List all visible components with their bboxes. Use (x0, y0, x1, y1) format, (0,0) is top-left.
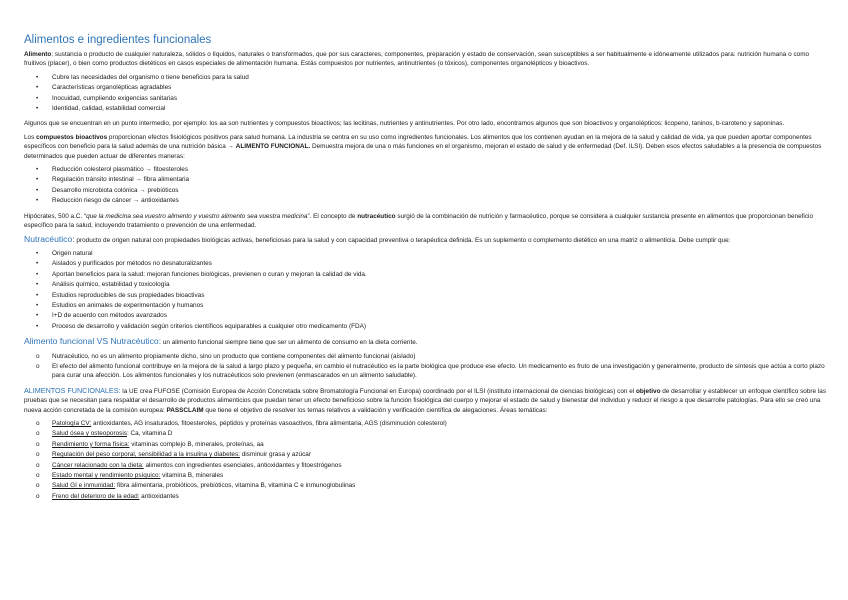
bullet-icon: • (36, 249, 39, 257)
list-item-text: Reducción colesterol plasmático → fitoesteroles (52, 166, 189, 174)
area-label: Cáncer relacionado con la dieta: (52, 461, 144, 469)
list-item (24, 481, 826, 491)
bullet-icon: • (36, 186, 39, 194)
circle-bullet-icon: o (36, 472, 40, 480)
circle-bullet-icon: o (36, 420, 40, 427)
bullet-icon: • (36, 197, 39, 205)
area-text: vitamina B, minerales (160, 472, 224, 480)
paragraph-alimentos-funcionales (24, 386, 826, 415)
text-run: la UE crea FUFOSE (Comisión Europea de Acción Concretada sobre Bromatología Funcional en Europa) coordinado por el ILSI (instituto internacional de ciencias biológicas) con el (120, 387, 636, 395)
area-text: antioxidantes (139, 492, 179, 500)
circle-bullet-icon: o (36, 440, 40, 448)
text-run: proporcionan efectos fisiológicos positivos para salud humana. La industria se centra en su uso como ingredientes funcionales. Los alimentos que los contienen ayudan en la mejora de la salud y calidad de vida, ya que pueden aportar componentes específicos con beneficio para la salud además de una nutrición básica → (24, 133, 812, 151)
list-item (24, 492, 826, 502)
list-item-text: Identidad, calidad, estabilidad comercial (52, 105, 166, 113)
text-run: de desarrollar y establecer un enfoque científico sobre las pruebas que se necesitan para respaldar el desarrollo de productos alimenticios que puedan tener un efecto beneficioso sobre la función fisiológica del cuerpo y mejorar el estado de salud y bienestar del individuo y reducir el riesgo a que desarrolle patologías. Para ello se creó una nueva acción concretada de la comisión europea: (24, 387, 827, 414)
list-item (24, 175, 826, 185)
area-label: Freno del deterioro de la edad: (52, 492, 140, 500)
list-item (24, 301, 826, 311)
list-item (24, 362, 826, 381)
area-label: Salud ósea y osteoporosis (52, 430, 127, 438)
list-item (24, 280, 826, 290)
text-run: surgió de la combinación de nutrición y farmacéutico, porque se considera a cualquier sustancia presente en alimentos que proporcionan beneficio específico para la salud, incluyendo tratamiento o prevención de una enfermedad. (24, 212, 813, 230)
list-item (24, 73, 826, 83)
list-item-text: Cubre las necesidades del organismo o tiene beneficios para la salud (52, 73, 249, 81)
bullet-icon: • (36, 84, 39, 92)
list-item (24, 259, 826, 269)
bullet-icon: • (36, 73, 39, 81)
list-item (24, 249, 826, 259)
bullet-icon: • (36, 291, 39, 299)
list-item (24, 322, 826, 332)
list-item-text: Análisis químico, estabilidad y toxicología (52, 281, 170, 289)
bullet-list-nutraceutico (24, 249, 826, 332)
bullet-icon: • (36, 166, 39, 174)
area-text: vitaminas complejo B, minerales, proteínas, aa (129, 440, 264, 448)
circle-bullet-icon: o (36, 352, 40, 360)
term-nutraceutico: nutracéutico (357, 212, 396, 220)
list-item (24, 270, 826, 280)
list-item-text: Regulación tránsito intestinal → fibra alimentaria (52, 176, 190, 184)
text-run: Hipócrates, 500 a.C. “ (24, 212, 87, 220)
circle-list-versus (24, 352, 826, 381)
bullet-icon: • (36, 105, 39, 113)
intro-term: Alimento (24, 51, 52, 58)
area-label: Estado mental y rendimiento psíquico: (52, 472, 161, 480)
bullet-icon: • (36, 301, 39, 309)
list-item-text: Desarrollo microbiota colónica → prebióticos (52, 186, 179, 194)
paragraph-intermedios: Algunos que se encuentran en un punto intermedio, por ejemplo: los aa son nutrientes y compuestos bioactivos; las lecitinas, nutrientes y antinutrientes. Por otro lado, encontramos algunos que son bioactivos y organolépticos: licopeno, taninos, b-caroteno y saponinas. (24, 120, 785, 128)
text-run: que tiene el objetivo de resolver los temas relativos a validación y verificación científica de alegaciones. Áreas temáticas: (203, 406, 548, 414)
area-text: disminuir grasa y azúcar (239, 451, 311, 459)
list-item-text: El efecto del alimento funcional contribuye en la mejora de la salud a largo plazo y pequeña, en cambio el nutracéutico es la parte biológica que produce ese efecto. Un medicamento es fruto de una investigación y generalmente, producto de síntesis que actúa a corto plazo para curar una afección. Los alimentos funcionales y los nutracéuticos solo previenen (enmascarados en un alimento saludable). (52, 362, 825, 380)
area-label: Patología CV: (52, 420, 92, 427)
list-item (24, 352, 826, 362)
list-item (24, 165, 826, 175)
list-item (24, 450, 826, 460)
term-compuestos-bioactivos: compuestos bioactivos (36, 133, 108, 141)
list-item (24, 461, 826, 471)
list-item-text: Aislados y purificados por métodos no desnaturalizantes (52, 260, 212, 268)
heading-versus: Alimento funcional VS Nutracéutico: (24, 336, 162, 347)
paragraph-hipocrates (24, 212, 826, 231)
list-item (24, 104, 826, 114)
text-run: producto de origen natural con propiedades biológicas activas, beneficiosas para la salud y con capacidad preventiva o terapéutica definida. Es un suplemento o complemento dietético en una matriz o alimenticia. Debe cumplir que: (74, 236, 731, 244)
list-item (24, 311, 826, 321)
heading-nutraceutico: Nutracéutico: (24, 233, 75, 244)
bullet-icon: • (36, 322, 39, 330)
list-item-text: Inocuidad, cumpliendo exigencias sanitarias (52, 94, 178, 102)
paragraph-versus (24, 337, 826, 347)
paragraph-nutraceutico (24, 235, 826, 245)
bullet-icon: • (36, 176, 39, 184)
intro-text: : sustancia o producto de cualquier naturaleza, sólidos o líquidos, naturales o transformados, que por sus caracteres, componentes, preparación y estado de conservación, sean susceptibles a ser habitualmente e idóneamente utilizados para: nutrición humana o como fruitivos (placer), o bien como productos dietéticos en casos especiales de alimentación humana. Estás compuestos por nutrientes, antinutrientes (o tóxicos), componentes organolépticos y bioactivos. (24, 51, 810, 68)
list-item-text: Origen natural (52, 249, 93, 257)
hipocrates-quote: que la medicina sea vuestro alimento y vuestro alimento sea vuestra medicina (86, 212, 308, 220)
area-text: fibra alimentaria, probióticos, prebióticos, vitamina B, vitamina C e inmunoglobulinas (115, 482, 356, 490)
area-label: Salud GI e inmunidad: (52, 482, 116, 490)
list-item (24, 196, 826, 206)
bullet-list-efectos (24, 165, 826, 207)
page-title: Alimentos e ingredientes funcionales (24, 34, 212, 46)
term-objetivo: objetivo (635, 387, 661, 395)
list-item (24, 471, 826, 481)
area-text: : Ca, vitamina D (126, 430, 173, 438)
heading-alimentos-funcionales: ALIMENTOS FUNCIONALES: (24, 385, 121, 395)
text-run: un alimento funcional siempre tiene que ser un alimento de consumo en la dieta corriente. (161, 339, 418, 347)
bullet-icon: • (36, 270, 39, 278)
area-label: Rendimiento y forma física: (52, 440, 130, 448)
list-item-text: Proceso de desarrollo y validación según criterios científicos equiparables a cualquier otro medicamento (FDA) (52, 322, 367, 330)
bullet-icon: • (36, 94, 39, 102)
text-run: Los (24, 133, 37, 141)
text-run: Demuestra mejora de una o más funciones en el organismo, mejoran el estado de salud y de enfermedad (Def. ILSI). Deben esos efectos saludables a la presencia de compuestos determinados que pueden actuar de diferentes maneras: (24, 143, 822, 160)
term-passclaim: PASSCLAIM (166, 406, 204, 414)
list-item-text: Estudios en animales de experimentación y humanos (52, 301, 204, 309)
list-item-text: Nutracéutico, no es un alimento propiamente dicho, sino un producto que contiene componentes del alimento funcional (aislado) (52, 352, 416, 360)
circle-bullet-icon: o (36, 451, 40, 459)
list-item-text: Aportan beneficios para la salud: mejoran funciones biológicas, previenen o curan y mejoran la calidad de vida. (52, 270, 367, 278)
bullet-icon: • (36, 281, 39, 289)
list-item (24, 429, 826, 439)
list-item (24, 291, 826, 301)
circle-bullet-icon: o (36, 461, 40, 469)
area-text: alimentos con ingredientes esenciales, antioxidantes y fitoestrógenos (143, 461, 342, 469)
list-item-text: Características organolépticas agradables (52, 84, 172, 92)
list-item (24, 440, 826, 450)
list-item-text: Estudios reproducibles de sus propiedades bioactivas (52, 291, 205, 299)
list-item (24, 83, 826, 93)
paragraph-bioactivos (24, 133, 826, 161)
bullet-icon: • (36, 260, 39, 268)
list-item-text: I+D de acuerdo con métodos avanzados (52, 312, 167, 320)
circle-bullet-icon: o (36, 482, 40, 490)
circle-list-areas (24, 419, 826, 502)
intro-paragraph (24, 50, 826, 69)
list-item (24, 94, 826, 104)
area-text: antioxidantes, AG insaturados, fitoesteroles, péptidos y proteínas vasoactivos, fibra alimentaria, AGS (disminución colesterol) (91, 420, 447, 427)
term-alimento-funcional: ALIMENTO FUNCIONAL. (235, 143, 311, 151)
list-item-text: Reducción riesgo de cáncer → antioxidantes (52, 197, 179, 205)
list-item (24, 186, 826, 196)
circle-bullet-icon: o (36, 430, 40, 438)
bullet-list-requisitos (24, 73, 826, 115)
circle-bullet-icon: o (36, 362, 40, 370)
text-run: ”. El concepto de (307, 212, 358, 220)
area-label: Regulación del peso corporal, sensibilidad a la insulina y diabetes: (52, 451, 240, 459)
bullet-icon: • (36, 312, 39, 320)
list-item (24, 419, 826, 429)
circle-bullet-icon: o (36, 492, 40, 500)
